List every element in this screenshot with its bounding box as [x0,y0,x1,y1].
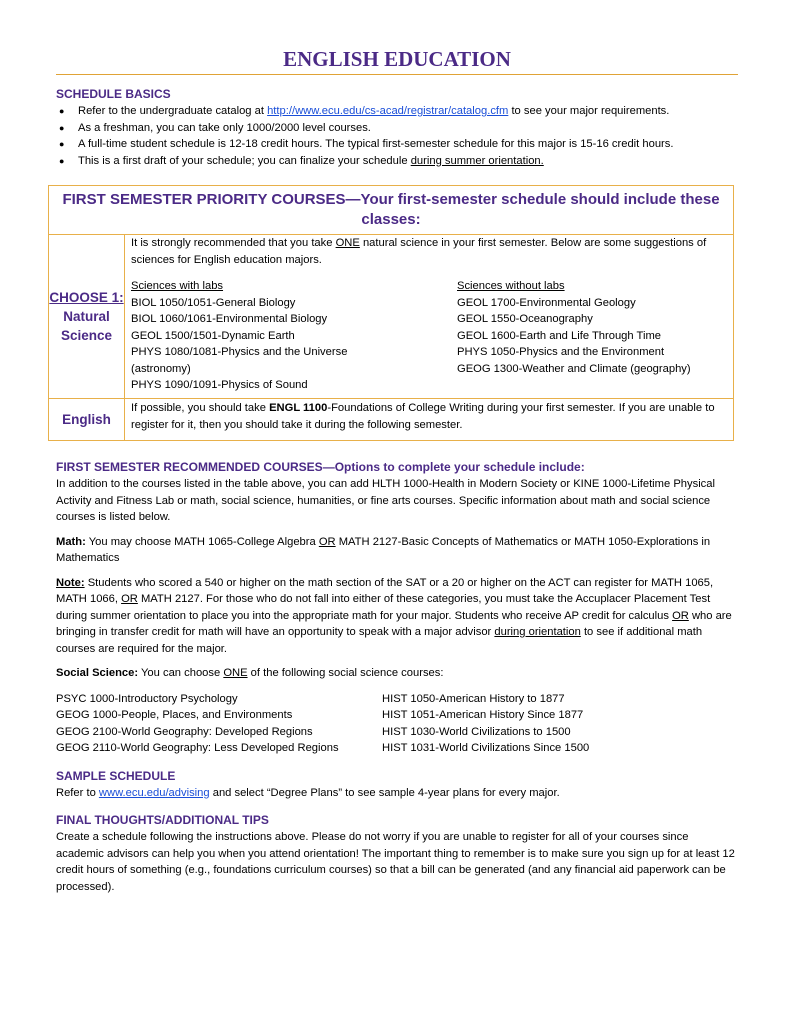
priority-heading: FIRST SEMESTER PRIORITY COURSES—Your first-semester schedule should include these classes: [49,186,734,235]
list-item: GEOG 2100-World Geography: Developed Regions [56,725,313,738]
document-page [49,44,738,895]
list-item: GEOL 1500/1501-Dynamic Earth [131,329,295,342]
english-label: English [49,399,125,441]
list-item: BIOL 1060/1061-Environmental Biology [131,313,328,325]
recommended-intro: In addition to the courses listed in the table above, you can add HLTH 1000-Health in Modern Society or KINE 1000-Lifetime Physical Activity and Fitness Lab or math, social science, humanities, or fine arts courses. Specific information about math and social science courses is listed below. [56,478,715,523]
choose-natural-science-label: CHOOSE 1: Natural Science [49,235,125,399]
list-item: PHYS 1080/1081-Physics and the Universe (astronomy) [131,346,348,375]
bullet-icon: ● [59,106,65,116]
advising-link[interactable]: www.ecu.edu/advising [98,786,210,799]
natural-science-content [125,235,734,399]
science-intro: It is strongly recommended that you take ONE natural science in your first semester. Below are some suggestions of sciences for English education majors. [131,237,707,266]
list-item: GEOG 2110-World Geography: Less Developed Regions [56,742,339,754]
list-item: ● As a freshman, you can take only 1000/2000 level courses. [56,120,738,137]
list-item: GEOG 1300-Weather and Climate (geography) [457,362,691,375]
list-item: ● This is a first draft of your schedule; you can finalize your schedule during summer orientation. [56,153,738,170]
list-item: HIST 1051-American History Since 1877 [382,709,584,721]
final-thoughts-heading: FINAL THOUGHTS/ADDITIONAL TIPS [56,813,269,827]
list-item: GEOL 1550-Oceanography [457,313,593,325]
list-item: PHYS 1050-Physics and the Environment [457,346,665,358]
recommended-heading: FIRST SEMESTER RECOMMENDED COURSES—Options to complete your schedule include: [56,460,585,474]
list-item: HIST 1031-World Civilizations Since 1500 [382,742,590,754]
note-paragraph: Note: Students who scored a 540 or higher on the math section of the SAT or a 20 or higher on the ACT can register for MATH 1065, MATH 1066, OR MATH 2127. For those who do not fall into either of these categories, you must take the Accuplacer Placement Test during summer orientation to place you into the appropriate math for your major. Students who receive AP credit for calculus OR who are bringing in transfer credit for math will have an opportunity to speak with a major advisor during orientation to see if additional math courses are required for the major. [56,576,732,655]
list-item: PSYC 1000-Introductory Psychology [56,692,238,705]
schedule-basics-heading: SCHEDULE BASICS [56,87,171,101]
catalog-link[interactable]: http://www.ecu.edu/cs-acad/registrar/catalog.cfm [267,105,509,117]
sample-schedule-text: Refer to www.ecu.edu/advising and select “Degree Plans” to see sample 4-year plans for every major. [56,786,560,799]
bullet-icon: ● [59,122,65,133]
sciences-without-labs: Sciences without labs GEOL 1700-Environmental Geology GEOL 1550-Oceanography GEOL 1600-Earth and Life Through Time PHYS 1050-Physics and the Environment GEOG 1300-Weather and Climate (geography) [457,278,727,394]
priority-courses-table [48,185,734,441]
list-item: HIST 1030-World Civilizations to 1500 [382,725,571,738]
schedule-basics-list [56,103,738,169]
final-thoughts-text: Create a schedule following the instructions above. Please do not worry if you are unable to register for all of your courses since academic advisors can help you when you attend orientation! The important thing to remember is to make sure you sign up for at least 12 credit hours of something (e.g., foundations curriculum courses) so that a bill can be generated (and any financial aid paperwork can be processed). [56,831,735,893]
list-item: GEOG 1000-People, Places, and Environments [56,709,293,721]
list-item: GEOL 1700-Environmental Geology [457,296,636,309]
list-item: GEOL 1600-Earth and Life Through Time [457,329,661,342]
bullet-icon: ● [59,155,65,166]
list-item: ● Refer to the undergraduate catalog at http://www.ecu.edu/cs-acad/registrar/catalog.cfm to see your major requirements. [56,103,738,120]
social-science-courses [56,691,738,757]
list-item: PHYS 1090/1091-Physics of Sound [131,379,308,391]
sample-schedule-heading: SAMPLE SCHEDULE [56,768,176,783]
math-paragraph: Math: You may choose MATH 1065-College Algebra OR MATH 2127-Basic Concepts of Mathematics or MATH 1050-Explorations in Mathematics [56,535,711,564]
page-title: ENGLISH EDUCATION [283,47,511,71]
list-item: HIST 1050-American History to 1877 [382,692,565,705]
list-item: ● A full-time student schedule is 12-18 credit hours. The typical first-semester schedule for this major is 15-16 credit hours. [56,136,738,153]
english-content: If possible, you should take ENGL 1100-Foundations of College Writing during your first semester. If you are unable to register for it, then you should take it during the following semester. [125,399,734,441]
bullet-icon: ● [59,139,65,149]
list-item: BIOL 1050/1051-General Biology [131,296,296,309]
sciences-with-labs: Sciences with labs BIOL 1050/1051-General Biology BIOL 1060/1061-Environmental Biology GEOL 1500/1501-Dynamic Earth PHYS 1080/1081-Physics and the Universe (astronomy) PHYS 1090/1091-Physics of Sound [131,278,457,394]
title-rule [56,74,738,75]
social-science-paragraph: Social Science: You can choose ONE of the following social science courses: [56,667,444,679]
